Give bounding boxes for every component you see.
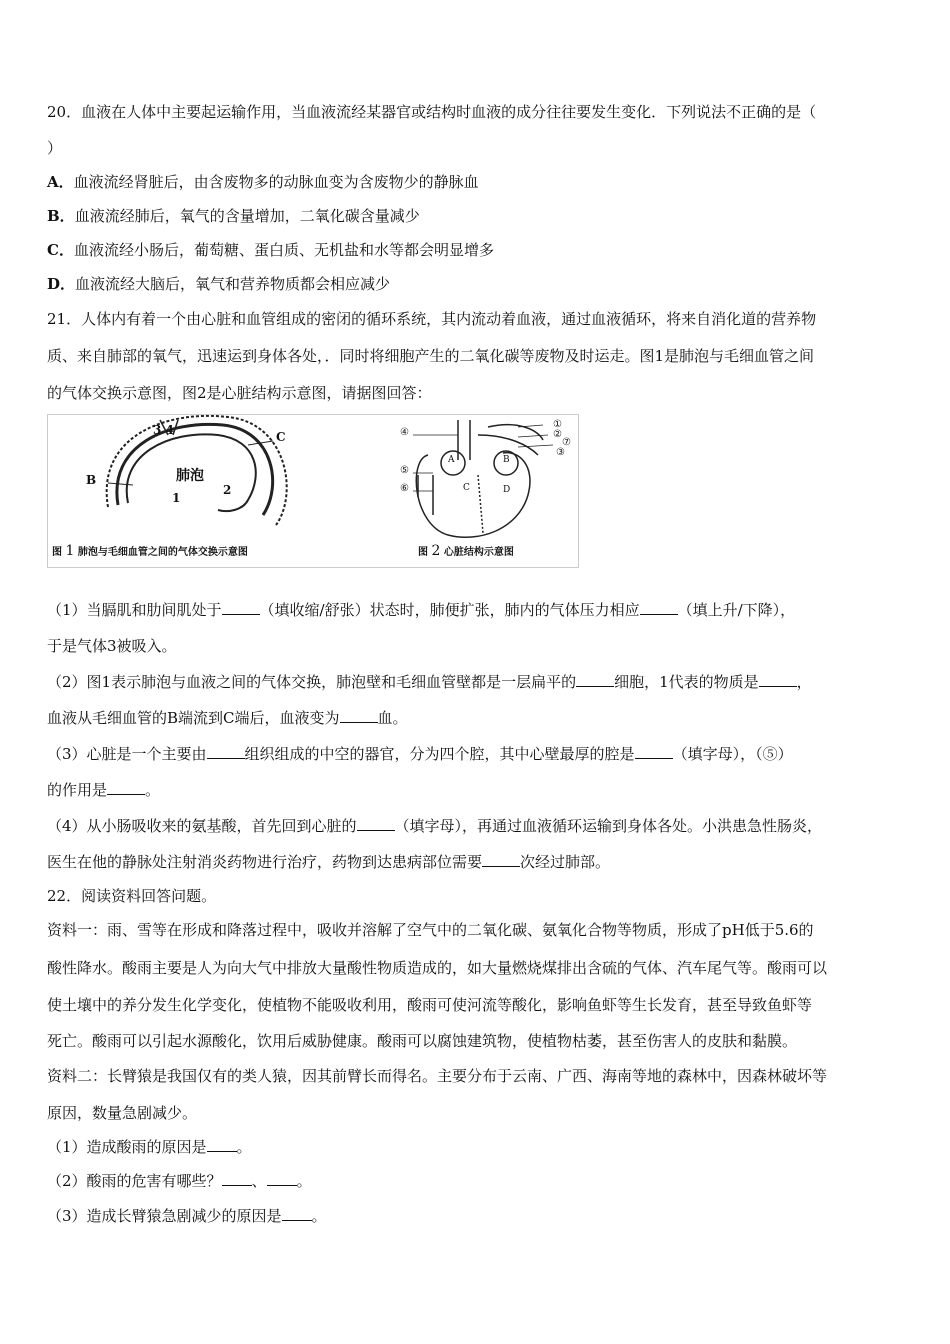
fig2-label-2: ② — [553, 429, 562, 440]
text: 的作用是 — [47, 781, 108, 799]
option-letter: A． — [47, 173, 74, 191]
answer-blank[interactable] — [207, 744, 245, 759]
fig2-label-6: ⑥ — [400, 483, 409, 494]
fig2-label-3: ③ — [556, 447, 565, 458]
text: （4）从小肠吸收来的氨基酸，首先回到心脏的 — [47, 817, 357, 835]
text: （填上升/下降）， — [677, 601, 796, 619]
fig2-index: 2 — [431, 543, 441, 559]
q20-option-d — [47, 274, 390, 294]
answer-blank[interactable] — [222, 600, 260, 615]
q22-sub1 — [47, 1137, 252, 1157]
q22-sub2 — [47, 1171, 312, 1191]
answer-blank[interactable] — [357, 816, 395, 831]
q22-material2-line1: 资料二：长臂猿是我国仅有的类人猿，因其前臂长而得名。主要分布于云南、广西、海南等地的森林中，因森林破坏等 — [47, 1067, 828, 1085]
answer-blank[interactable] — [759, 672, 797, 687]
q22-material1-line3: 使土壤中的养分发生化学变化，使植物不能吸收利用，酸雨可使河流等酸化，影响鱼虾等生长发育，甚至导致鱼虾等 — [47, 996, 813, 1014]
fig2-label-1: ① — [553, 419, 562, 430]
answer-blank[interactable] — [267, 1171, 297, 1186]
text: （1）造成酸雨的原因是 — [47, 1138, 207, 1156]
text: （填字母），再通过血液循环运输到身体各处。小洪患急性肠炎， — [394, 817, 823, 835]
q22-material1-line1: 资料一：雨、雪等在形成和降落过程中，吸收并溶解了空气中的二氧化碳、氨氧化合物等物质，形成了pH低于5.6的 — [47, 921, 814, 939]
fig1-index: 1 — [65, 543, 75, 559]
fig2-caption-text: 心脏结构示意图 — [443, 547, 514, 558]
option-text: 血液流经肺后，氧气的含量增加，二氧化碳含量减少 — [74, 207, 420, 225]
q21-figure — [47, 414, 579, 568]
answer-blank[interactable] — [222, 1171, 252, 1186]
text: （3）心脏是一个主要由 — [47, 745, 207, 763]
fig2-label-c: C — [463, 483, 470, 493]
text: 细胞，1代表的物质是 — [614, 673, 759, 691]
text: （填收缩/舒张）状态时，肺便扩张，肺内的气体压力相应 — [259, 601, 640, 619]
answer-blank[interactable] — [635, 744, 673, 759]
text: 血。 — [377, 709, 408, 727]
fig2-caption — [418, 543, 514, 559]
text: 。 — [236, 1138, 252, 1156]
q21-sub2-line1 — [47, 672, 812, 692]
text: 。 — [145, 781, 161, 799]
fig1-label-1: 1 — [172, 491, 181, 505]
q21-sub1-line2: 于是气体3被吸入。 — [47, 637, 177, 655]
fig1-label-2: 2 — [223, 483, 232, 497]
text: 。 — [311, 1207, 327, 1225]
option-letter: C． — [47, 241, 74, 259]
answer-blank[interactable] — [340, 708, 378, 723]
fig2-num: 图 — [418, 547, 428, 558]
option-text: 血液流经肾脏后，由含废物多的动脉血变为含废物少的静脉血 — [73, 173, 479, 191]
fig1-alveolus-label: 肺泡 — [176, 468, 204, 484]
text: 血液从毛细血管的B端流到C端后，血液变为 — [47, 709, 340, 727]
option-text: 血液流经小肠后，葡萄糖、蛋白质、无机盐和水等都会明显增多 — [73, 241, 494, 259]
fig1-caption-text: 肺泡与毛细血管之间的气体交换示意图 — [77, 547, 248, 558]
fig1-label-b: B — [86, 473, 97, 487]
answer-blank[interactable] — [482, 852, 520, 867]
q21-sub3-line2 — [47, 780, 160, 800]
q20-stem-line1: 20．血液在人体中主要起运输作用，当血液流经某器官或结构时血液的成分往往要发生变化．下列说法不正确的是（ — [47, 103, 817, 121]
fig1-num: 图 — [52, 547, 62, 558]
q21-sub3-line1 — [47, 744, 793, 764]
fig1-caption — [52, 543, 248, 559]
option-letter: D． — [47, 275, 76, 293]
q22-material1-line2: 酸性降水。酸雨主要是人为向大气中排放大量酸性物质造成的，如大量燃烧煤排出含硫的气体、汽车尾气等。酸雨可以 — [47, 959, 828, 977]
q22-material1-line4: 死亡。酸雨可以引起水源酸化，饮用后威胁健康。酸雨可以腐蚀建筑物，使植物枯萎，甚至伤害人的皮肤和黏膜。 — [47, 1032, 798, 1050]
option-letter: B． — [47, 207, 75, 225]
q22-stem: 22．阅读资料回答问题。 — [47, 887, 217, 905]
q20-option-b — [47, 206, 420, 226]
q21-stem-line3: 的气体交换示意图，图2是心脏结构示意图，请据图回答： — [47, 384, 432, 402]
q20-option-a — [47, 172, 479, 192]
q21-sub1-line1 — [47, 600, 795, 620]
text: （1）当膈肌和肋间肌处于 — [47, 601, 222, 619]
q22-sub3 — [47, 1206, 327, 1226]
answer-blank[interactable] — [282, 1206, 312, 1221]
answer-blank[interactable] — [207, 1137, 237, 1152]
text: （2）酸雨的危害有哪些？ — [47, 1172, 222, 1190]
text: （2）图1表示肺泡与血液之间的气体交换，肺泡壁和毛细血管壁都是一层扁平的 — [47, 673, 577, 691]
answer-blank[interactable] — [640, 600, 678, 615]
fig2-label-5: ⑤ — [400, 465, 409, 476]
text: ， — [796, 673, 812, 691]
fig2-label-b: B — [503, 455, 510, 465]
text: 组织组成的中空的器官，分为四个腔，其中心壁最厚的腔是 — [244, 745, 635, 763]
text: 次经过肺部。 — [520, 853, 611, 871]
fig2-label-7: ⑦ — [562, 437, 571, 448]
q21-sub4-line1 — [47, 816, 822, 836]
option-text: 血液流经大脑后，氧气和营养物质都会相应减少 — [75, 275, 391, 293]
q22-material2-line2: 原因，数量急剧减少。 — [47, 1104, 198, 1122]
heart-diagram — [413, 420, 553, 537]
q21-stem-line1: 21．人体内有着一个由心脏和血管组成的密闭的循环系统，其内流动着血液，通过血液循环，将来自消化道的营养物 — [47, 310, 817, 328]
q20-stem-line2: ） — [47, 139, 63, 157]
fig1-label-c: C — [276, 430, 286, 444]
q21-sub4-line2 — [47, 852, 610, 872]
q21-stem-line2: 质、来自肺部的氧气，迅速运到身体各处，．同时将细胞产生的二氧化碳等废物及时运走。图1是肺泡与毛细血管之间 — [47, 347, 815, 365]
text: （3）造成长臂猿急剧减少的原因是 — [47, 1207, 282, 1225]
text: 、 — [251, 1172, 267, 1190]
text: （填字母），（⑤） — [672, 745, 793, 763]
text: 医生在他的静脉处注射消炎药物进行治疗，药物到达患病部位需要 — [47, 853, 483, 871]
text: 。 — [296, 1172, 312, 1190]
fig1-label-34: 3 4 — [153, 423, 174, 437]
fig2-label-d: D — [503, 485, 511, 495]
q20-option-c — [47, 240, 494, 260]
answer-blank[interactable] — [576, 672, 614, 687]
fig2-label-4: ④ — [400, 427, 409, 438]
answer-blank[interactable] — [107, 780, 145, 795]
fig2-label-a: A — [448, 455, 455, 465]
q21-sub2-line2 — [47, 708, 408, 728]
